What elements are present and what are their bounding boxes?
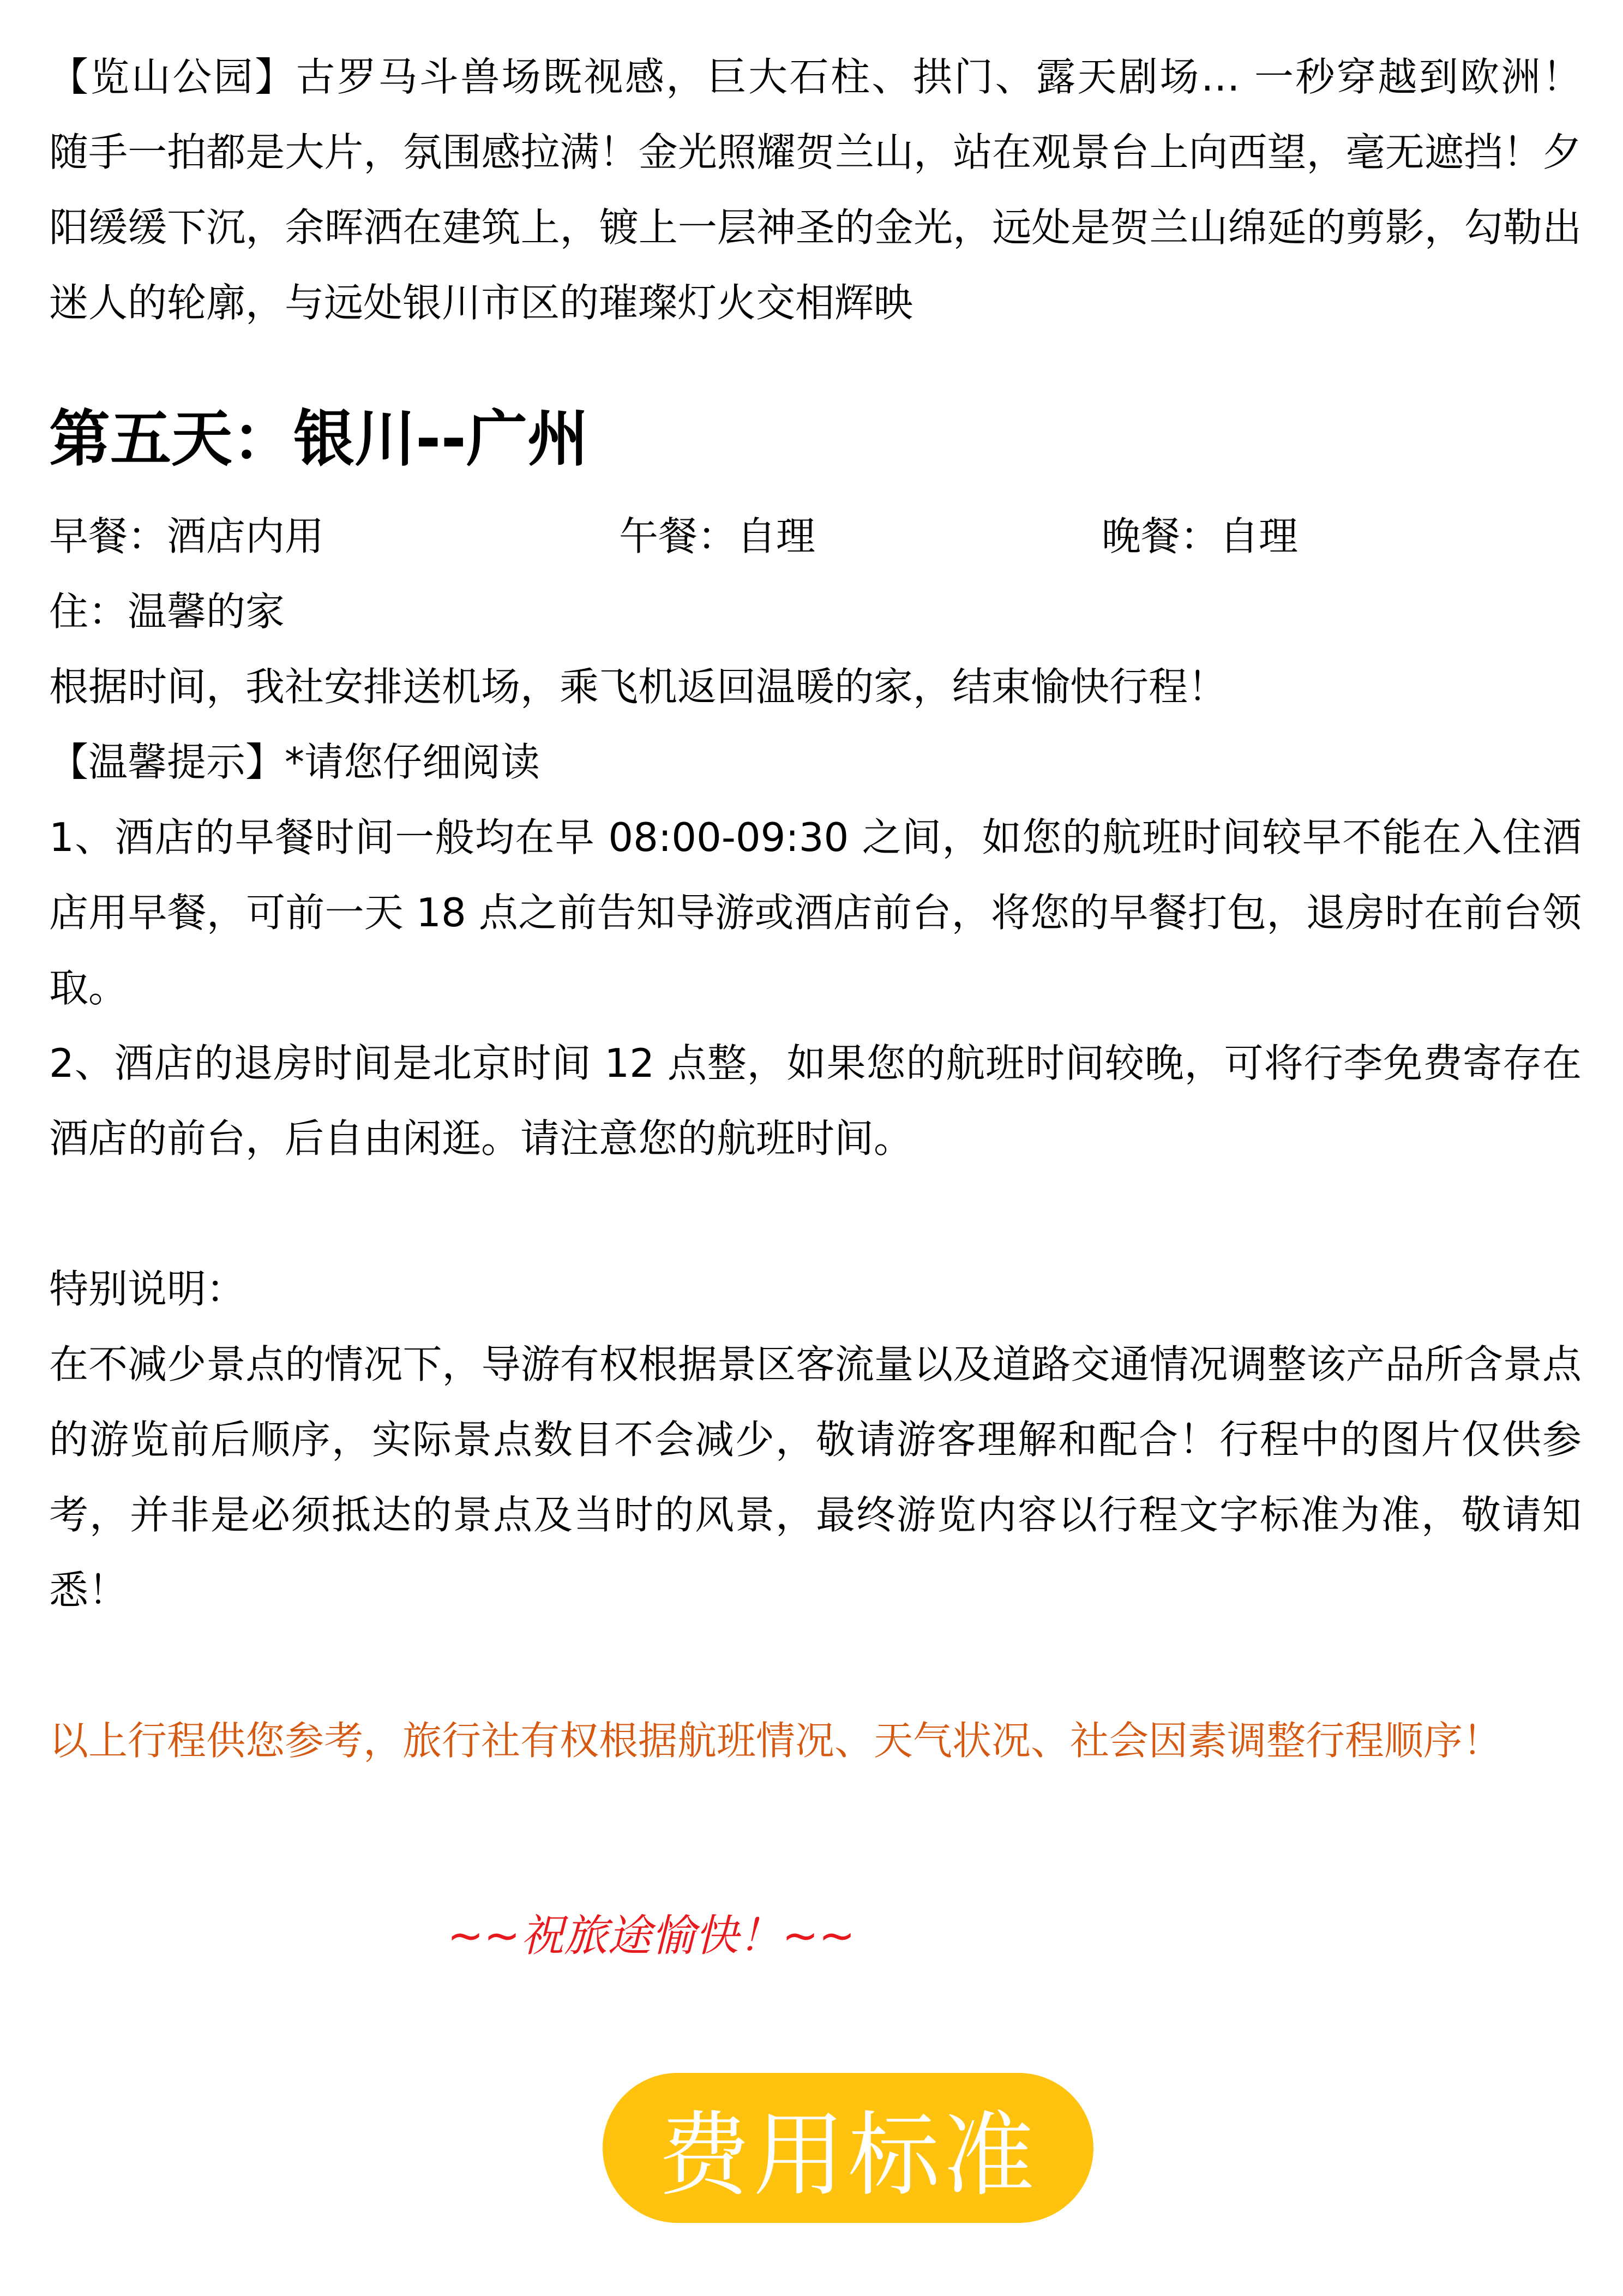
accommodation-line: 住：温馨的家 [49, 589, 285, 634]
meal-dinner: 晚餐：自理 [1102, 513, 1299, 559]
special-notes-body: 在不减少景点的情况下，导游有权根据景区客流量以及道路交通情况调整该产品所含景点的游览前后顺序，实际景点数目不会减少，敬请游客理解和配合！行程中的图片仅供参考，并非是必须抵达的景点及当时的风景，最终游览内容以行程文字标准为准，敬请知悉！ [49, 1341, 1582, 1613]
day-description: 根据时间，我社安排送机场，乘飞机返回温暖的家，结束愉快行程！ [49, 664, 1228, 710]
meal-lunch: 午餐：自理 [619, 513, 816, 559]
fee-standard-button[interactable]: 费用标准 [603, 2073, 1093, 2223]
day-title: 第五天：银川--广州 [49, 404, 588, 475]
farewell-message: ~~祝旅途愉快！~~ [447, 1910, 856, 1961]
itinerary-notice: 以上行程供您参考，旅行社有权根据航班情况、天气状况、社会因素调整行程顺序！ [49, 1718, 1502, 1764]
intro-paragraph: 【览山公园】古罗马斗兽场既视感，巨大石柱、拱门、露天剧场… 一秒穿越到欧洲！ 随手一拍都是大片，氛围感拉满！金光照耀贺兰山，站在观景台上向西望，毫无遮挡！夕阳缓缓下沉，余晖洒在建筑上，镀上一层神圣的金光，远处是贺兰山绵延的剪影，勾勒出迷人的轮廓，与远处银川市区的璀璨灯火交相辉映 [49, 54, 1621, 326]
tip-item: 1、酒店的早餐时间一般均在早 08:00-09:30 之间，如您的航班时间较早不能在入住酒店用早餐，可前一天 18 点之前告知导游或酒店前台，将您的早餐打包，退房时在前台领取。 [49, 814, 1582, 1011]
tip-item: 2、酒店的退房时间是北京时间 12 点整，如果您的航班时间较晚，可将行李免费寄存在酒店的前台，后自由闲逛。请注意您的航班时间。 [49, 1040, 1582, 1161]
tips-heading: 【温馨提示】*请您仔细阅读 [49, 739, 540, 785]
meal-breakfast: 早餐：酒店内用 [49, 513, 324, 559]
special-notes-heading: 特别说明： [49, 1266, 246, 1312]
